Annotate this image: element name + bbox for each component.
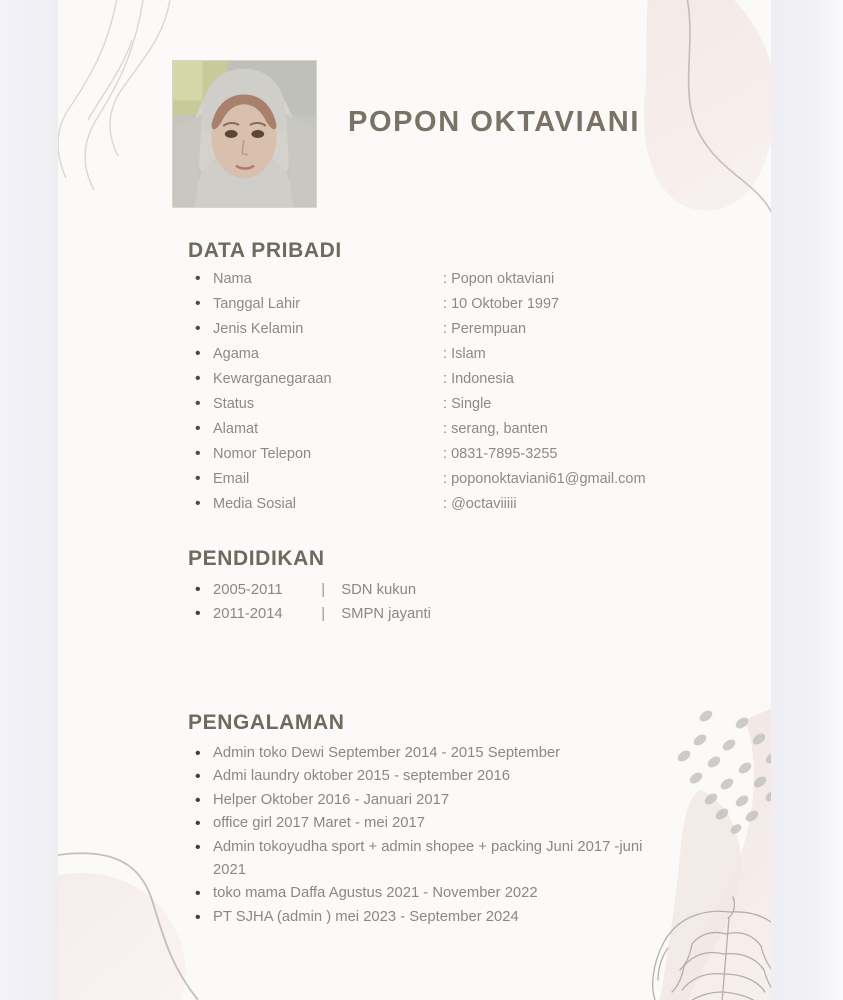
- field-value: : Islam: [443, 347, 713, 372]
- section-heading-experience: PENGALAMAN: [188, 711, 345, 734]
- list-item: [193, 602, 431, 626]
- field-value: : @octaviiiii: [443, 497, 713, 522]
- field-label: • Tanggal Lahir: [193, 297, 443, 322]
- list-item: • office girl 2017 Maret - mei 2017: [193, 812, 663, 835]
- field-value: : Popon oktaviani: [443, 272, 713, 297]
- list-item: • toko mama Daffa Agustus 2021 - November 2022: [193, 882, 663, 905]
- profile-photo: [172, 60, 317, 208]
- field-value: : Indonesia: [443, 372, 713, 397]
- education-years: 2005-2011: [213, 582, 283, 598]
- education-years: 2011-2014: [213, 606, 283, 623]
- section-heading-personal: DATA PRIBADI: [188, 239, 342, 262]
- experience-list: [193, 742, 663, 929]
- field-label: • Agama: [193, 347, 443, 372]
- field-label: • Kewarganegaraan: [193, 372, 443, 397]
- list-item: • Admin tokoyudha sport + admin shopee + packing Juni 2017 -juni 2021: [193, 836, 663, 883]
- field-label: • Media Sosial: [193, 497, 443, 522]
- field-label: • Status: [193, 397, 443, 422]
- list-item: • PT SJHA (admin ) mei 2023 - September 2024: [193, 906, 663, 929]
- table-row: [193, 347, 713, 372]
- field-label: • Nomor Telepon: [193, 447, 443, 472]
- education-school: SMPN jayanti: [341, 606, 431, 623]
- table-row: [193, 272, 713, 297]
- page-title: POPON OKTAVIANI: [348, 106, 640, 138]
- table-row: [193, 472, 713, 497]
- header-block: [172, 60, 317, 208]
- field-label: • Alamat: [193, 422, 443, 447]
- list-item: • Admin toko Dewi September 2014 - 2015 September: [193, 742, 663, 765]
- section-heading-education: PENDIDIKAN: [188, 547, 325, 570]
- list-item: • Helper Oktober 2016 - Januari 2017: [193, 789, 663, 812]
- education-separator: |: [321, 582, 326, 598]
- field-label: • Nama: [193, 272, 443, 297]
- education-list: [193, 578, 431, 626]
- table-row: [193, 372, 713, 397]
- table-row: [193, 322, 713, 347]
- education-school: SDN kukun: [341, 582, 417, 598]
- field-value: : poponoktaviani61@gmail.com: [443, 472, 713, 497]
- field-value: : Single: [443, 397, 713, 422]
- list-item: [193, 578, 431, 602]
- field-value: : 10 Oktober 1997: [443, 297, 713, 322]
- table-row: [193, 422, 713, 447]
- table-row: [193, 397, 713, 422]
- field-label: • Email: [193, 472, 443, 497]
- table-row: [193, 297, 713, 322]
- field-value: : serang, banten: [443, 422, 713, 447]
- table-row: [193, 497, 713, 522]
- education-separator: |: [321, 606, 326, 623]
- field-value: : 0831-7895-3255: [443, 447, 713, 472]
- field-label: • Jenis Kelamin: [193, 322, 443, 347]
- table-row: [193, 447, 713, 472]
- personal-data-table: [193, 272, 713, 522]
- list-item: • Admi laundry oktober 2015 - september 2016: [193, 765, 663, 788]
- field-value: : Perempuan: [443, 322, 713, 347]
